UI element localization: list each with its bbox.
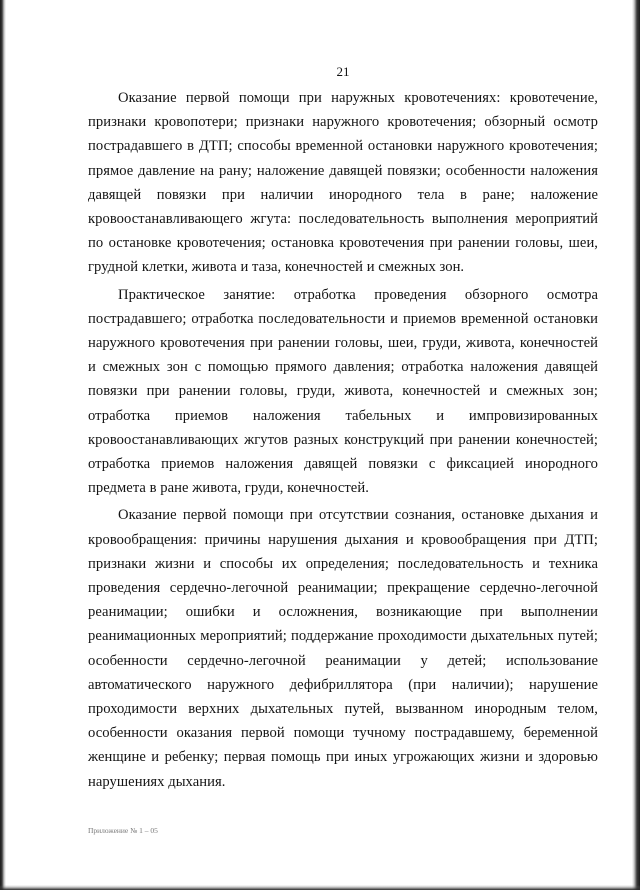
- scan-edge-bottom: [0, 885, 640, 890]
- page-number: 21: [336, 64, 350, 79]
- scan-edge-right: [632, 0, 640, 890]
- paragraph-bleeding: Оказание первой помощи при наружных кровотечениях: кровотечение, признаки кровопотери; признаки наружного кровотечения; обзорный осмотр пострадавшего в ДТП; способы временной остановки наружного кровотечения; прямое давление на рану; наложение давящей повязки; особенности наложения давящей повязки при наличии инородного тела в ране; наложение кровоостанавливающего жгута: последовательность выполнения мероприятий по остановке кровотечения; остановка кровотечения при ранении головы, шеи, грудной клетки, живота и таза, конечностей и смежных зон.: [88, 90, 598, 276]
- scan-edge-left: [0, 0, 6, 890]
- document-body: [88, 86, 598, 794]
- paragraph-practical-session: Практическое занятие: отработка проведения обзорного осмотра пострадавшего; отработка последовательности и приемов временной остановки наружного кровотечения при ранении головы, шеи, груди, живота, конечностей и смежных зон с помощью прямого давления; отработка наложения давящей повязки при ранении головы, груди, живота, конечностей и смежных зон; отработка приемов наложения табельных и импровизированных кровоостанавливающих жгутов разных конструкций при ранении конечностей; отработка приемов наложения давящей повязки с фиксацией инородного предмета в ране живота, груди, конечностей.: [88, 286, 598, 497]
- paragraph-resuscitation: Оказание первой помощи при отсутствии сознания, остановке дыхания и кровообращения: причины нарушения дыхания и кровообращения при ДТП; признаки жизни и способы их определения; последовательность и техника проведения сердечно-легочной реанимации; прекращение сердечно-легочной реанимации; ошибки и осложнения, возникающие при выполнении реанимационных мероприятий; поддержание проходимости дыхательных путей; особенности сердечно-легочной реанимации у детей; использование автоматического наружного дефибриллятора (при наличии); нарушение проходимости верхних дыхательных путей, вызванном инородным телом, особенности оказания первой помощи тучному пострадавшему, беременной женщине и ребенку; первая помощь при иных угрожающих жизни и здоровью нарушениях дыхания.: [88, 507, 598, 790]
- footer-appendix-note: Приложение № 1 – 05: [88, 826, 158, 835]
